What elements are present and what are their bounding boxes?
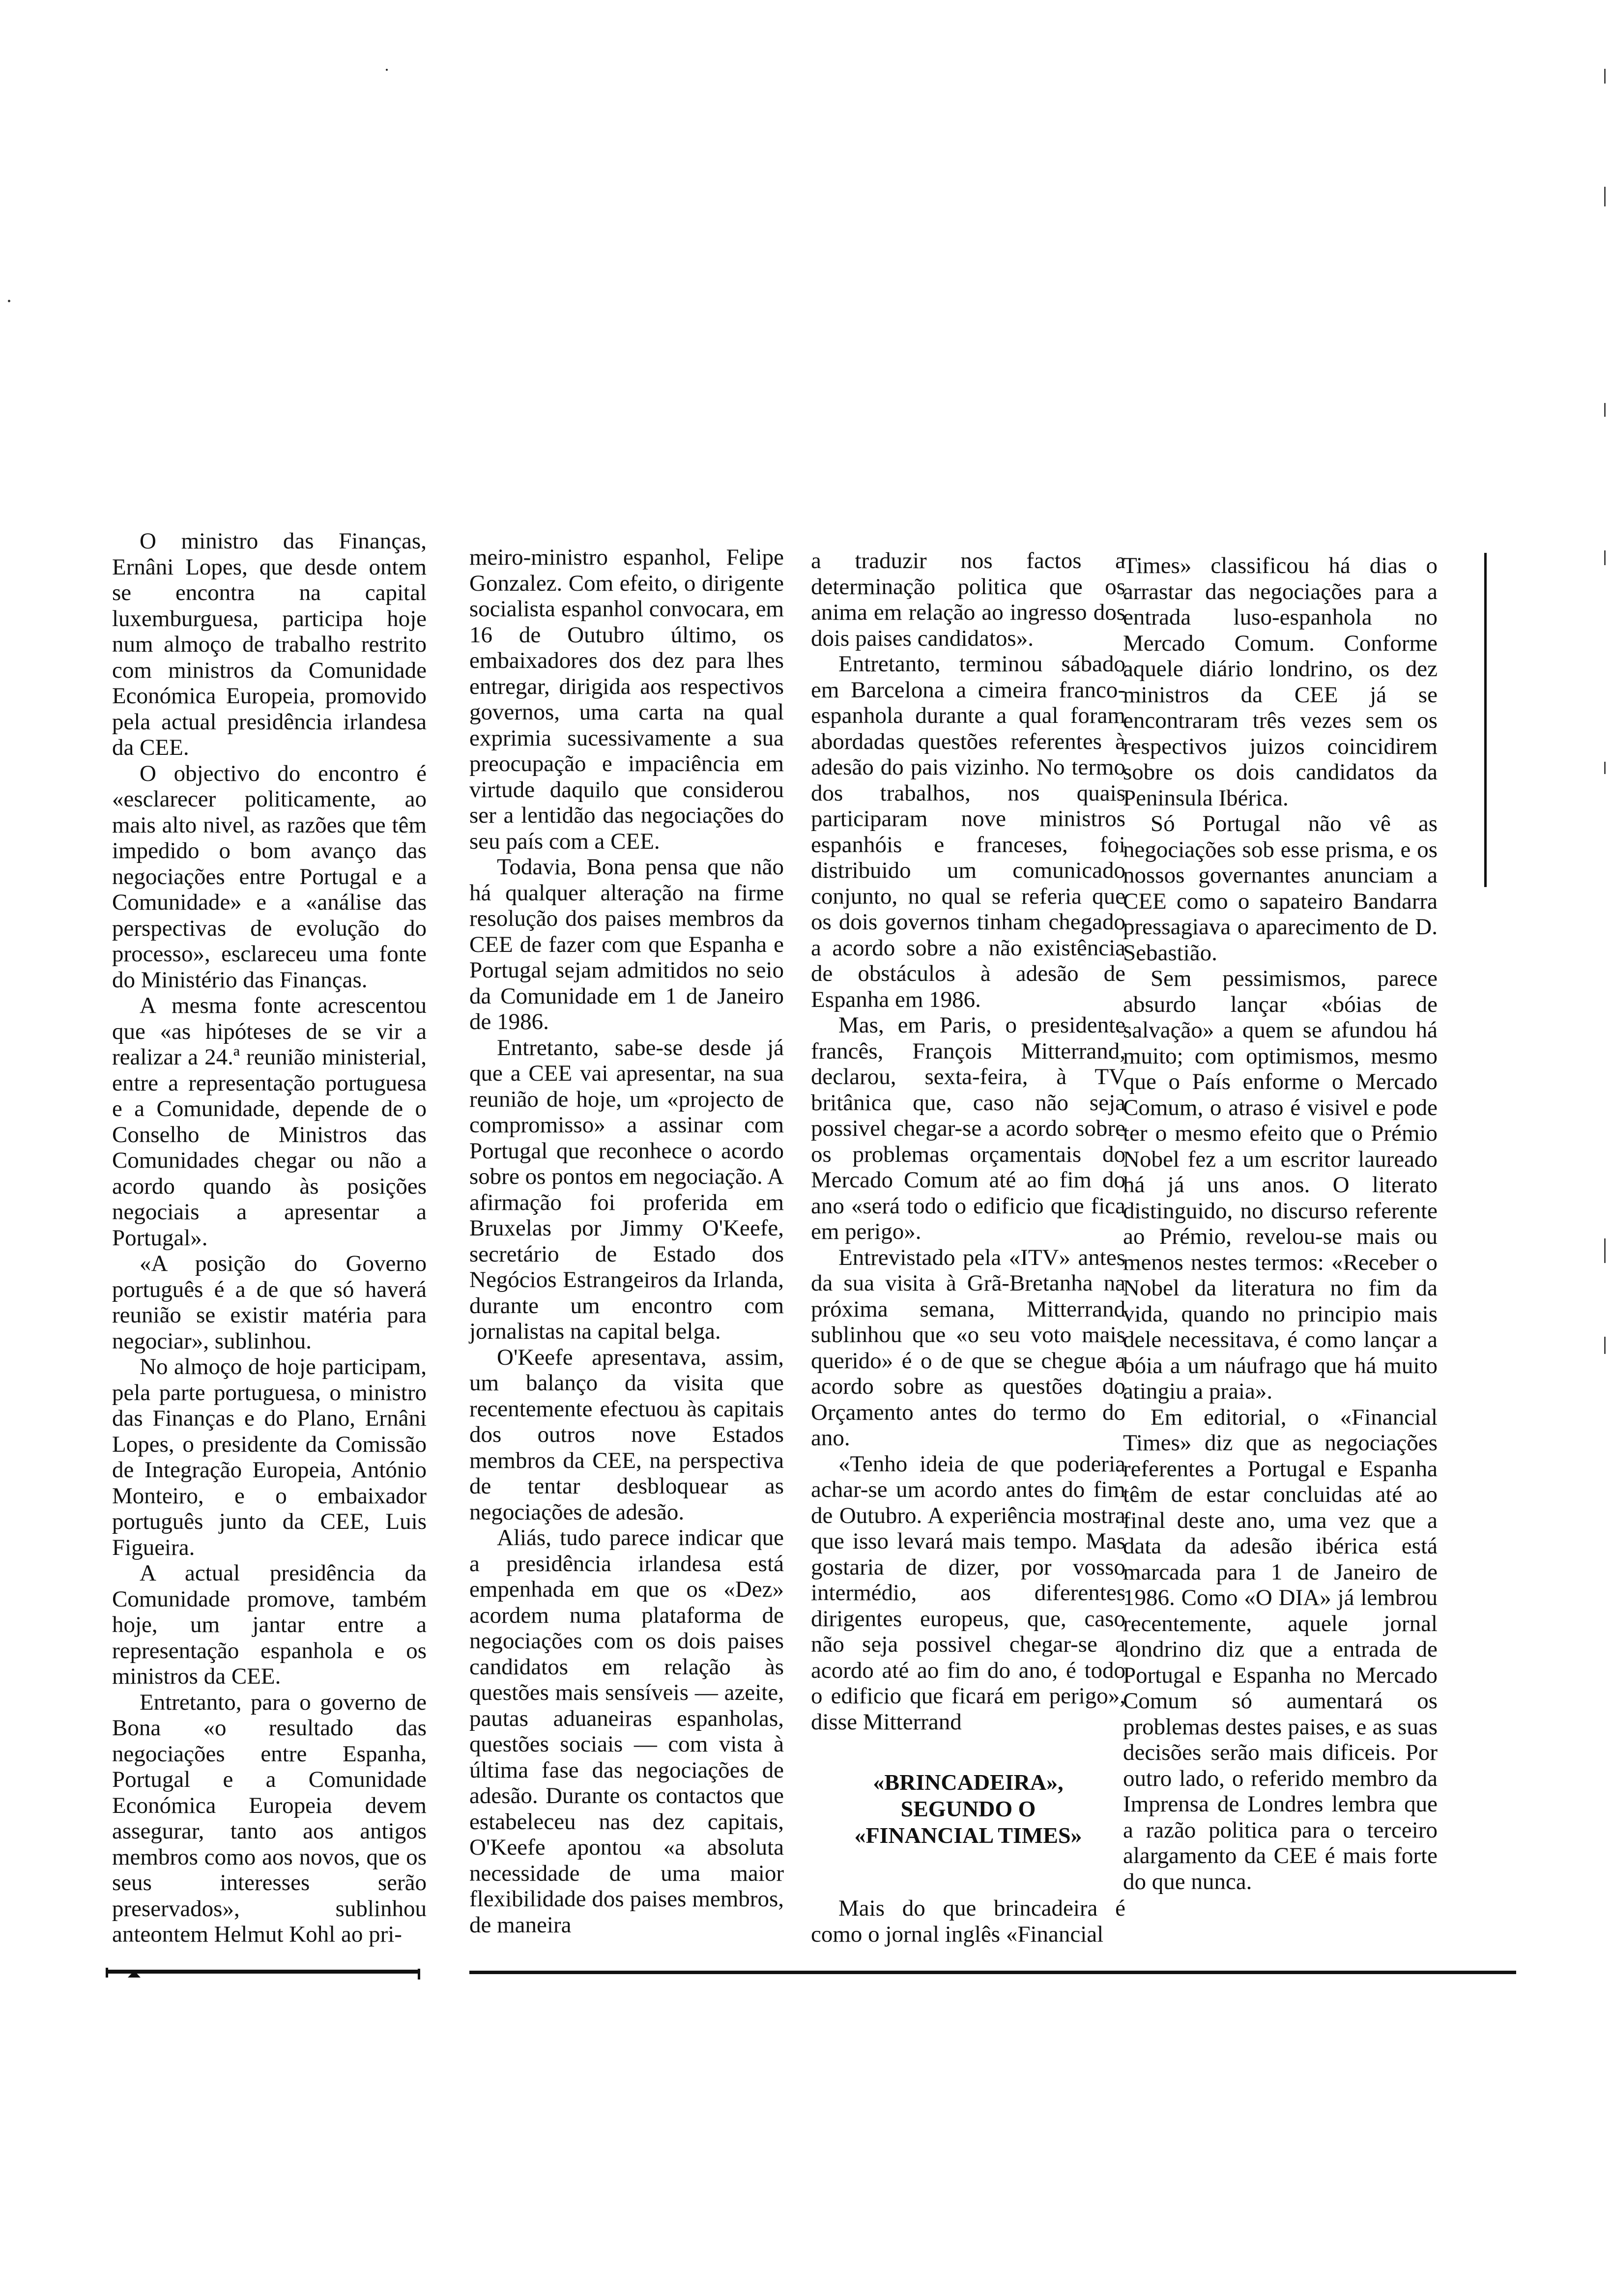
paragraph: O objectivo do encontro é «esclarecer politicamente, ao mais alto nivel, as razões que têm impedido o bom avanço das negociações entre Portugal e a Comunidade» e a «análise das perspectivas de evolução do processo», esclareceu uma fonte do Ministério das Finanças. [112,760,427,993]
paragraph: A mesma fonte acrescentou que «as hipóteses de se vir a realizar a 24.ª reunião ministerial, entre a representação portuguesa e a Comunidade, depende de o Conselho de Ministros das Comunidades chegar ou não a acordo quando às posições negociais a apresentar a Portugal». [112,993,427,1251]
paragraph: A actual presidência da Comunidade promove, também hoje, um jantar entre a representação espanhola e os ministros da CEE. [112,1560,427,1689]
paragraph: meiro-ministro espanhol, Felipe Gonzalez. Com efeito, o dirigente socialista espanhol convocara, em 16 de Outubro último, os embaixadores dos dez para lhes entregar, dirigida aos respectivos governos, uma carta na qual exprimia sucessivamente a sua preocupação e impaciência em virtude daquilo que considerou ser a lentidão das negociações do seu país com a CEE. [469,545,784,854]
paragraph: Entretanto, para o governo de Bona «o resultado das negociações entre Espanha, Portugal e a Comunidade Económica Europeia devem assegurar, tanto aos antigos membros como aos novos, que os seus interesses serão preservados», sublinhou anteontem Helmut Kohl ao pri- [112,1689,427,1947]
subheading-line: «FINANCIAL TIMES» [854,1823,1082,1848]
paragraph: Mas, em Paris, o presidente francês, François Mitterrand, declarou, sexta-feira, à TV britânica que, caso não seja possivel chegar-se a acordo sobre os problemas orçamentais do Mercado Comum até ao fim do ano «será todo o edificio que fica em perigo». [811,1012,1125,1244]
paragraph: No almoço de hoje participam, pela parte portuguesa, o ministro das Finanças e do Plano, Ernâni Lopes, o presidente da Comissão de Integração Europeia, António Monteiro, e o embaixador português junto da CEE, Luis Figueira. [112,1354,427,1560]
scan-speck [8,300,10,302]
paragraph: Mais do que brincadeira é como o jornal inglês «Financial [811,1895,1125,1947]
paragraph: a traduzir nos factos a determinação politica que os anima em relação ao ingresso dos dois paises candidatos». [811,548,1125,651]
paragraph: Entrevistado pela «ITV» antes da sua visita à Grã-Bretanha na próxima semana, Mitterrand sublinhou que «o seu voto mais querido» é o de que se chegue a acordo sobre as questões do Orçamento antes do termo do ano. [811,1244,1125,1451]
paragraph: O ministro das Finanças, Ernâni Lopes, que desde ontem se encontra na capital luxemburguesa, participa hoje num almoço de trabalho restrito com ministros da Comunidade Económica Europeia, promovido pela actual presidência irlandesa da CEE. [112,528,427,760]
paragraph: Aliás, tudo parece indicar que a presidência irlandesa está empenhada em que os «Dez» acordem numa plataforma de negociações com os dois paises candidatos em relação às questões mais sensíveis — azeite, pautas aduaneiras espanholas, questões sociais — com vista à última fase das negociações de adesão. Durante os contactos que estabeleceu nas dez capitais, O'Keefe apontou «a absoluta necessidade de uma maior flexibilidade dos paises membros, de maneira [469,1525,784,1938]
rule-marker-icon [128,1971,141,1978]
article-column-4 [1123,553,1438,1894]
scan-edge-marks [1602,59,1608,1533]
paragraph: Entretanto, sabe-se desde já que a CEE vai apresentar, na sua reunião de hoje, um «projecto de compromisso» a assinar com Portugal que reconhece o acordo sobre os pontos em negociação. A afirmação foi proferida em Bruxelas por Jimmy O'Keefe, secretário de Estado dos Negócios Estrangeiros da Irlanda, durante um encontro com jornalistas na capital belga. [469,1034,784,1344]
paragraph: «Tenho ideia de que poderia achar-se um acordo antes do fim de Outubro. A experiência mostra que isso levará mais tempo. Mas gostaria de dizer, por vosso intermédio, aos diferentes dirigentes europeus, que, caso não seja possivel chegar-se a acordo até ao fim do ano, é todo o edificio que ficará em perigo», disse Mitterrand [811,1451,1125,1735]
paragraph: O'Keefe apresentava, assim, um balanço da visita que recentemente efectuou às capitais dos outros nove Estados membros da CEE, na perspectiva de tentar desbloquear as negociações de adesão. [469,1344,784,1525]
paragraph: «A posição do Governo português é a de que só haverá reunião se existir matéria para negociar», sublinhou. [112,1251,427,1354]
section-subheading [811,1769,1125,1849]
paragraph: Entretanto, terminou sábado em Barcelona a cimeira franco-espanhola durante a qual foram abordadas questões referentes à adesão do pais vizinho. No termo dos trabalhos, nos quais participaram nove ministros espanhóis e franceses, foi distribuido um comunicado conjunto, no qual se referia que os dois governos tinham chegado a acordo sobre a não existência de obstáculos à adesão de Espanha em 1986. [811,651,1125,1012]
subheading-line: SEGUNDO O [900,1796,1036,1821]
bottom-rule [106,1970,420,1974]
paragraph: Só Portugal não vê as negociações sob esse prisma, e os nossos governantes anunciam a CEE como o sapateiro Bandarra pressagiava o aparecimento de D. Sebastião. [1123,811,1438,966]
article-column-1 [112,528,427,1948]
bottom-rule [469,1971,1516,1974]
paragraph: Todavia, Bona pensa que não há qualquer alteração na firme resolução dos paises membros da CEE de fazer com que Espanha e Portugal sejam admitidos no seio da Comunidade em 1 de Janeiro de 1986. [469,854,784,1034]
article-column-3 [811,548,1125,1947]
paragraph: Times» classificou há dias o arrastar das negociações para a entrada luso-espanhola no Mercado Comum. Conforme aquele diário londrino, os dez ministros da CEE já se encontraram três vezes sem os respectivos juizos coincidirem sobre os dois candidatos da Peninsula Ibérica. [1123,553,1438,811]
column-divider-rule [1484,553,1487,887]
paragraph: Em editorial, o «Financial Times» diz que as negociações referentes a Portugal e Espanha têm de estar concluidas até ao final deste ano, uma vez que a data da adesão ibérica está marcada para 1 de Janeiro de 1986. Como «O DIA» já lembrou recentemente, aquele jornal londrino diz que a entrada de Portugal e Espanha no Mercado Comum só aumentará os problemas destes paises, e as suas decisões serão mais dificeis. Por outro lado, o referido membro da Imprensa de Londres lembra que a razão politica para o terceiro alargamento da CEE é mais forte do que nunca. [1123,1404,1438,1894]
subheading-line: «BRINCADEIRA», [873,1770,1064,1795]
paragraph: Sem pessimismos, parece absurdo lançar «bóias de salvação» a quem se afundou há muito; com optimismos, mesmo que o País enforme o Mercado Comum, o atraso é visivel e pode ter o mesmo efeito que o Prémio Nobel fez a um escritor laureado há já uns anos. O literato distinguido, no discurso referente ao Prémio, revelou-se mais ou menos nestes termos: «Receber o Nobel da literatura no fim da vida, quando no principio mais dele necessitava, é como lançar a bóia a um náufrago que há muito atingiu a praia». [1123,966,1438,1404]
article-column-2 [469,545,784,1938]
scan-speck [386,69,388,71]
